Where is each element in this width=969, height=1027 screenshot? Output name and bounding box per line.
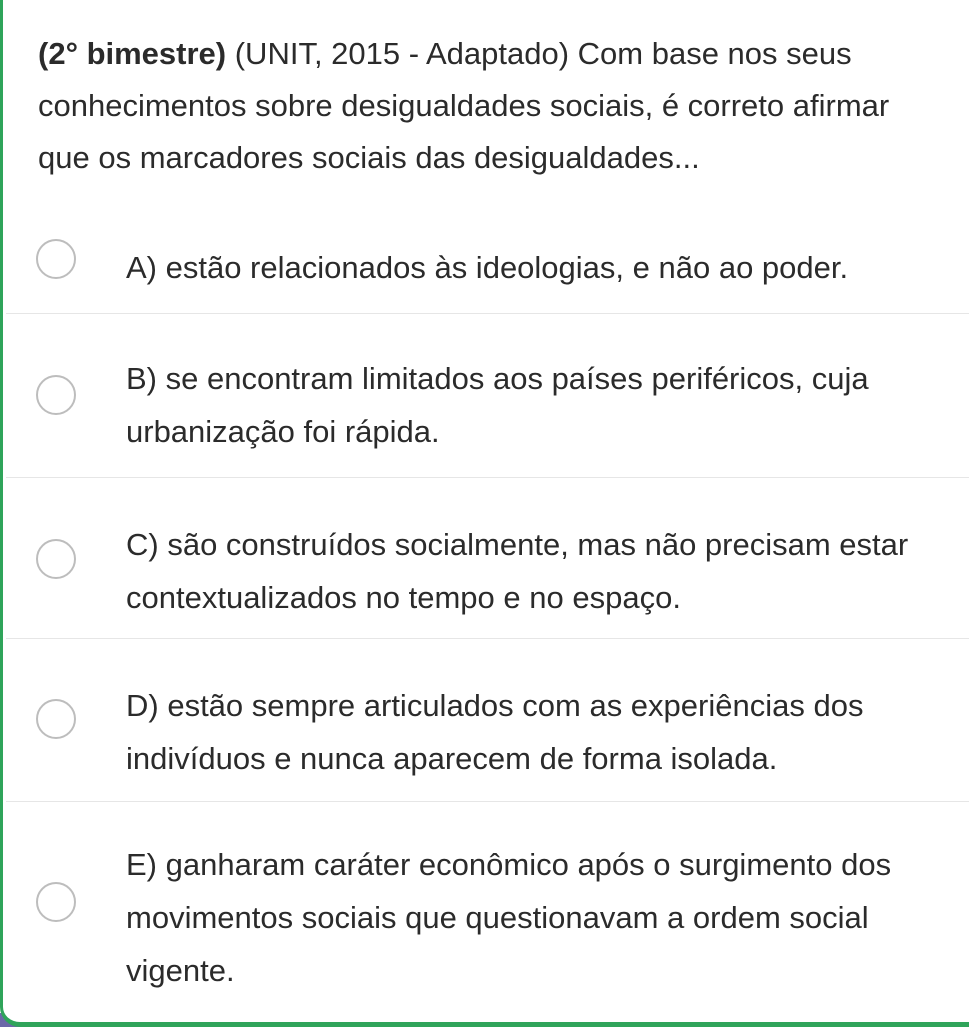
question-lead: (2° bimestre) [38,36,227,71]
radio-option-a[interactable] [36,239,76,279]
option-c[interactable] [6,478,969,638]
option-a-label: A) estão relacionados às ideologias, e não ao poder. [126,250,849,285]
radio-option-d[interactable] [36,699,76,739]
option-b-label: B) se encontram limitados aos países periféricos, cuja urbanização foi rápida. [126,361,869,449]
radio-option-e[interactable] [36,882,76,922]
radio-option-b[interactable] [36,375,76,415]
radio-option-c[interactable] [36,539,76,579]
option-e[interactable] [6,802,969,1002]
option-a[interactable] [6,225,969,313]
option-e-label: E) ganharam caráter econômico após o surgimento dos movimentos sociais que questionavam a ordem social vigente. [126,847,892,988]
option-d[interactable] [6,639,969,801]
option-d-label: D) estão sempre articulados com as experiências dos indivíduos e nunca aparecem de forma isolada. [126,688,864,776]
option-b[interactable] [6,314,969,477]
question-body: (UNIT, 2015 - Adaptado) Com base nos seus conhecimentos sobre desigualdades sociais, é correto afirmar que os marcadores sociais das desigualdades... [38,36,890,175]
question-text [38,28,938,184]
option-c-label: C) são construídos socialmente, mas não precisam estar contextualizados no tempo e no espaço. [126,527,909,615]
